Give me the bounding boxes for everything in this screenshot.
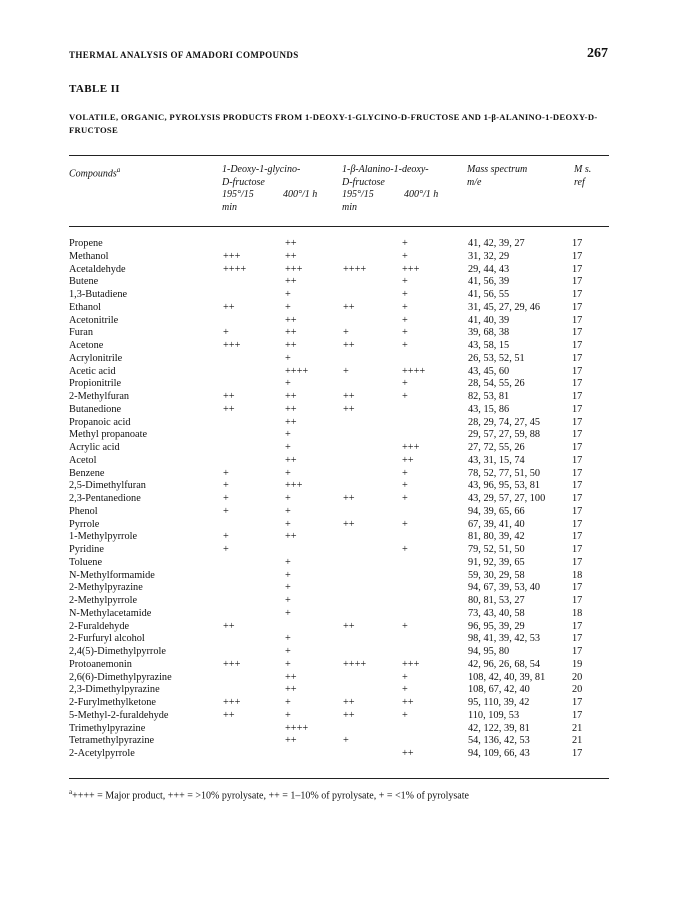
ms-ref: 17 xyxy=(572,416,583,428)
table-row xyxy=(69,251,614,264)
table-row xyxy=(69,672,614,685)
glycino-400-level: + xyxy=(285,467,291,479)
glycino-195-level: + xyxy=(223,544,229,555)
glycino-400-level: +++ xyxy=(285,263,303,275)
ms-ref: 17 xyxy=(572,327,583,339)
glycino-400-level: + xyxy=(285,607,291,619)
ms-ref: 17 xyxy=(572,391,583,402)
glycino-400-level: +++ xyxy=(285,480,303,492)
table-label: TABLE II xyxy=(69,83,120,95)
mass-spectrum-values: 43, 96, 95, 53, 81 xyxy=(468,480,541,492)
ms-ref: 17 xyxy=(572,365,583,377)
page-number: 267 xyxy=(587,46,608,61)
table-row xyxy=(69,595,614,608)
glycino-400-level: ++ xyxy=(285,403,297,415)
ms-ref: 17 xyxy=(572,556,583,568)
mass-spectrum-values: 78, 52, 77, 51, 50 xyxy=(468,467,541,479)
table-footnote: $^a$++++ = Major product, +++ = >10% pyrolysate, ++ = 1–10% of pyrolysate, + = <1% of pyrolysate xyxy=(69,788,469,802)
header-bottom-rule xyxy=(69,226,609,227)
alanino-400-level: +++ xyxy=(402,658,420,670)
compound-name: Acrylonitrile xyxy=(69,352,123,364)
glycino-400-level: + xyxy=(285,658,291,670)
compound-name: Furan xyxy=(69,327,94,339)
alanino-400-level: + xyxy=(402,684,408,696)
ms-ref: 17 xyxy=(572,633,583,645)
alanino-400-level: ++ xyxy=(402,454,414,466)
alanino-400-level: + xyxy=(402,518,408,530)
compound-name: Pyrrole xyxy=(69,518,100,530)
header-alanino-400: 400°/1 h xyxy=(404,189,439,200)
compound-name: Toluene xyxy=(69,556,103,568)
table-row xyxy=(69,327,614,340)
mass-spectrum-values: 73, 43, 40, 58 xyxy=(468,607,525,619)
glycino-195-level: +++ xyxy=(223,697,241,708)
ms-ref: 17 xyxy=(572,467,583,479)
glycino-195-level: ++ xyxy=(223,709,235,721)
compound-name: Propanoic acid xyxy=(69,416,131,428)
glycino-400-level: + xyxy=(285,289,291,300)
alanino-400-level: + xyxy=(402,250,408,262)
ms-ref: 17 xyxy=(572,263,583,275)
compound-name: 2-Methylfuran xyxy=(69,391,130,402)
ms-ref: 17 xyxy=(572,442,583,453)
ms-ref: 17 xyxy=(572,480,583,492)
mass-spectrum-values: 82, 53, 81 xyxy=(468,391,510,402)
compound-name: Butanedione xyxy=(69,403,122,415)
header-glycino: 1-Deoxy-1-glycino- D-fructose xyxy=(222,164,301,188)
glycino-400-level: ++ xyxy=(285,671,297,683)
mass-spectrum-values: 108, 67, 42, 40 xyxy=(468,684,530,696)
mass-spectrum-values: 108, 42, 40, 39, 81 xyxy=(468,671,546,683)
alanino-400-level: + xyxy=(402,276,408,288)
table-row xyxy=(69,570,614,583)
ms-ref: 19 xyxy=(572,658,583,670)
ms-ref: 17 xyxy=(572,238,583,249)
table-row xyxy=(69,353,614,366)
compound-name: 2-Methylpyrrole xyxy=(69,595,138,606)
mass-spectrum-values: 94, 67, 39, 53, 40 xyxy=(468,582,541,594)
compound-name: 5-Methyl-2-furaldehyde xyxy=(69,709,169,721)
mass-spectrum-values: 80, 81, 53, 27 xyxy=(468,595,525,606)
alanino-400-level: + xyxy=(402,544,408,555)
glycino-195-level: ++ xyxy=(223,391,235,402)
glycino-400-level: + xyxy=(285,493,291,504)
compound-name: Butene xyxy=(69,276,99,288)
table-row xyxy=(69,340,614,353)
table-row xyxy=(69,276,614,289)
alanino-400-level: + xyxy=(402,301,408,313)
header-ms-ref: M s. ref xyxy=(574,164,592,188)
compound-name: Phenol xyxy=(69,505,98,517)
glycino-400-level: ++ xyxy=(285,416,297,428)
glycino-400-level: ++++ xyxy=(285,722,309,734)
glycino-400-level: + xyxy=(285,442,291,453)
compound-name: 2-Furylmethylketone xyxy=(69,697,156,708)
compound-name: Pyridine xyxy=(69,544,104,555)
header-compounds: Compounds$^a$ xyxy=(69,166,121,180)
glycino-195-level: + xyxy=(223,480,229,492)
table-row xyxy=(69,480,614,493)
ms-ref: 17 xyxy=(572,518,583,530)
alanino-400-level: + xyxy=(402,480,408,492)
alanino-195-level: ++ xyxy=(343,620,355,632)
mass-spectrum-values: 54, 136, 42, 53 xyxy=(468,735,530,747)
glycino-195-level: + xyxy=(223,531,229,543)
mass-spectrum-values: 96, 95, 39, 29 xyxy=(468,620,525,632)
glycino-195-level: ++++ xyxy=(223,263,247,275)
compound-name: Acetaldehyde xyxy=(69,263,126,275)
ms-ref: 17 xyxy=(572,403,583,415)
mass-spectrum-values: 98, 41, 39, 42, 53 xyxy=(468,633,541,645)
mass-spectrum-values: 95, 110, 39, 42 xyxy=(468,697,530,708)
table-row xyxy=(69,582,614,595)
glycino-400-level: ++ xyxy=(285,238,297,249)
ms-ref: 21 xyxy=(572,722,583,734)
glycino-400-level: ++ xyxy=(285,250,297,262)
mass-spectrum-values: 39, 68, 38 xyxy=(468,327,510,339)
table-row xyxy=(69,442,614,455)
ms-ref: 17 xyxy=(572,340,583,351)
alanino-400-level: +++ xyxy=(402,263,420,275)
header-mass-spectrum: Mass spectrum m/e xyxy=(467,164,528,188)
glycino-400-level: ++ xyxy=(285,531,297,543)
table-row xyxy=(69,735,614,748)
table-row xyxy=(69,646,614,659)
glycino-400-level: ++ xyxy=(285,327,297,339)
mass-spectrum-values: 79, 52, 51, 50 xyxy=(468,544,525,555)
table-title: VOLATILE, ORGANIC, PYROLYSIS PRODUCTS FROM 1-DEOXY-1-GLYCINO-D-FRUCTOSE AND 1-β-ALANINO-1-DEOXY-D-FRUCTOSE xyxy=(69,112,598,135)
glycino-400-level: ++ xyxy=(285,454,297,466)
alanino-400-level: + xyxy=(402,709,408,721)
mass-spectrum-values: 81, 80, 39, 42 xyxy=(468,531,525,543)
table-body xyxy=(69,238,614,761)
alanino-400-level: + xyxy=(402,671,408,683)
table-row xyxy=(69,238,614,251)
table-row xyxy=(69,697,614,710)
table-row xyxy=(69,531,614,544)
table-row xyxy=(69,723,614,736)
compound-name: Benzene xyxy=(69,467,105,479)
compound-name: 2,3-Pentanedione xyxy=(69,493,141,504)
compound-name: 1,3-Butadiene xyxy=(69,289,128,300)
mass-spectrum-values: 94, 39, 65, 66 xyxy=(468,505,525,517)
alanino-400-level: + xyxy=(402,340,408,351)
header-glycino-195: 195°/15 min xyxy=(222,189,254,213)
compound-name: 2,5-Dimethylfuran xyxy=(69,480,146,492)
alanino-400-level: + xyxy=(402,289,408,300)
alanino-195-level: + xyxy=(343,365,349,377)
glycino-195-level: ++ xyxy=(223,620,235,632)
mass-spectrum-values: 29, 57, 27, 59, 88 xyxy=(468,429,541,441)
compound-name: 2,6(6)-Dimethylpyrazine xyxy=(69,671,172,683)
compound-name: Methyl propanoate xyxy=(69,429,148,441)
compound-name: Trimethylpyrazine xyxy=(69,722,146,734)
mass-spectrum-values: 26, 53, 52, 51 xyxy=(468,352,525,364)
table-row xyxy=(69,315,614,328)
alanino-195-level: ++++ xyxy=(343,263,367,275)
compound-name: 2,4(5)-Dimethylpyrrole xyxy=(69,646,166,657)
table-row xyxy=(69,404,614,417)
ms-ref: 17 xyxy=(572,276,583,288)
mass-spectrum-values: 28, 54, 55, 26 xyxy=(468,378,525,390)
compound-name: N-Methylformamide xyxy=(69,569,155,581)
mass-spectrum-values: 31, 32, 29 xyxy=(468,250,510,262)
mass-spectrum-values: 41, 42, 39, 27 xyxy=(468,238,525,249)
mass-spectrum-values: 43, 29, 57, 27, 100 xyxy=(468,493,546,504)
compound-name: Tetramethylpyrazine xyxy=(69,735,155,747)
glycino-195-level: + xyxy=(223,327,229,339)
ms-ref: 17 xyxy=(572,544,583,555)
alanino-195-level: ++ xyxy=(343,709,355,721)
alanino-400-level: + xyxy=(402,314,408,326)
compound-name: Acetone xyxy=(69,340,104,351)
compound-name: Methanol xyxy=(69,250,109,262)
glycino-195-level: + xyxy=(223,505,229,517)
table-row xyxy=(69,302,614,315)
glycino-195-level: + xyxy=(223,493,229,504)
alanino-400-level: + xyxy=(402,378,408,390)
ms-ref: 17 xyxy=(572,493,583,504)
mass-spectrum-values: 43, 15, 86 xyxy=(468,403,510,415)
mass-spectrum-values: 59, 30, 29, 58 xyxy=(468,569,525,581)
glycino-400-level: ++ xyxy=(285,340,297,351)
compound-name: Propene xyxy=(69,238,103,249)
alanino-195-level: ++ xyxy=(343,493,355,504)
mass-spectrum-values: 28, 29, 74, 27, 45 xyxy=(468,416,541,428)
alanino-400-level: +++ xyxy=(402,442,420,453)
ms-ref: 17 xyxy=(572,646,583,657)
ms-ref: 17 xyxy=(572,620,583,632)
table-bottom-rule xyxy=(69,778,609,779)
mass-spectrum-values: 42, 122, 39, 81 xyxy=(468,722,530,734)
ms-ref: 17 xyxy=(572,697,583,708)
glycino-400-level: + xyxy=(285,352,291,364)
glycino-400-level: + xyxy=(285,582,291,594)
alanino-400-level: + xyxy=(402,327,408,339)
table-row xyxy=(69,289,614,302)
compound-name: 2-Methylpyrazine xyxy=(69,582,143,594)
alanino-400-level: + xyxy=(402,493,408,504)
header-glycino-400: 400°/1 h xyxy=(283,189,318,200)
table-row xyxy=(69,544,614,557)
table-row xyxy=(69,621,614,634)
table-row xyxy=(69,557,614,570)
glycino-195-level: +++ xyxy=(223,658,241,670)
mass-spectrum-values: 110, 109, 53 xyxy=(468,709,520,721)
alanino-400-level: + xyxy=(402,238,408,249)
alanino-400-level: + xyxy=(402,620,408,632)
mass-spectrum-values: 43, 31, 15, 74 xyxy=(468,454,525,466)
ms-ref: 17 xyxy=(572,505,583,517)
glycino-400-level: ++ xyxy=(285,684,297,696)
compound-name: 2-Furfuryl alcohol xyxy=(69,633,145,645)
table-row xyxy=(69,417,614,430)
mass-spectrum-values: 91, 92, 39, 65 xyxy=(468,556,525,568)
mass-spectrum-values: 41, 40, 39 xyxy=(468,314,510,326)
glycino-400-level: + xyxy=(285,633,291,645)
compound-name: 2-Acetylpyrrole xyxy=(69,748,135,759)
mass-spectrum-values: 43, 58, 15 xyxy=(468,340,510,351)
glycino-400-level: ++++ xyxy=(285,365,309,377)
glycino-400-level: ++ xyxy=(285,276,297,288)
glycino-400-level: + xyxy=(285,378,291,390)
alanino-195-level: ++ xyxy=(343,391,355,402)
mass-spectrum-values: 43, 45, 60 xyxy=(468,365,510,377)
compound-name: Acetonitrile xyxy=(69,314,119,326)
ms-ref: 21 xyxy=(572,735,583,747)
table-row xyxy=(69,748,614,761)
compound-name: 1-Methylpyrrole xyxy=(69,531,138,543)
glycino-195-level: ++ xyxy=(223,301,235,313)
alanino-400-level: + xyxy=(402,467,408,479)
ms-ref: 17 xyxy=(572,250,583,262)
mass-spectrum-values: 94, 95, 80 xyxy=(468,646,510,657)
table-row xyxy=(69,366,614,379)
table-row xyxy=(69,378,614,391)
alanino-195-level: ++ xyxy=(343,697,355,708)
ms-ref: 17 xyxy=(572,709,583,721)
glycino-400-level: + xyxy=(285,518,291,530)
mass-spectrum-values: 42, 96, 26, 68, 54 xyxy=(468,658,541,670)
alanino-195-level: ++++ xyxy=(343,658,367,670)
alanino-195-level: ++ xyxy=(343,518,355,530)
compound-name: Ethanol xyxy=(69,301,102,313)
table-row xyxy=(69,468,614,481)
ms-ref: 17 xyxy=(572,429,583,441)
mass-spectrum-values: 27, 72, 55, 26 xyxy=(468,442,525,453)
alanino-400-level: + xyxy=(402,391,408,402)
table-row xyxy=(69,455,614,468)
glycino-400-level: + xyxy=(285,595,291,606)
glycino-195-level: + xyxy=(223,467,229,479)
header-alanino: 1-β-Alanino-1-deoxy- D-fructose xyxy=(342,164,429,188)
ms-ref: 20 xyxy=(572,684,583,696)
table-row xyxy=(69,519,614,532)
compound-name: Acetol xyxy=(69,454,97,466)
compound-name: Acetic acid xyxy=(69,365,116,377)
table-row xyxy=(69,493,614,506)
compound-name: N-Methylacetamide xyxy=(69,607,152,619)
table-row xyxy=(69,608,614,621)
alanino-195-level: ++ xyxy=(343,340,355,351)
glycino-400-level: + xyxy=(285,697,291,708)
running-head: THERMAL ANALYSIS OF AMADORI COMPOUNDS xyxy=(69,50,299,60)
compound-name: Acrylic acid xyxy=(69,442,120,453)
ms-ref: 17 xyxy=(572,352,583,364)
glycino-400-level: + xyxy=(285,429,291,441)
ms-ref: 17 xyxy=(572,582,583,594)
ms-ref: 17 xyxy=(572,301,583,313)
glycino-400-level: ++ xyxy=(285,391,297,402)
glycino-400-level: + xyxy=(285,646,291,657)
table-row xyxy=(69,391,614,404)
alanino-195-level: + xyxy=(343,735,349,747)
table-row xyxy=(69,633,614,646)
compound-name: 2-Furaldehyde xyxy=(69,620,130,632)
compound-name: Protoanemonin xyxy=(69,658,132,670)
ms-ref: 17 xyxy=(572,748,583,759)
ms-ref: 17 xyxy=(572,289,583,300)
ms-ref: 18 xyxy=(572,569,583,581)
compound-name: 2,3-Dimethylpyrazine xyxy=(69,684,160,696)
glycino-195-level: +++ xyxy=(223,340,241,351)
alanino-195-level: ++ xyxy=(343,301,355,313)
mass-spectrum-values: 31, 45, 27, 29, 46 xyxy=(468,301,541,313)
mass-spectrum-values: 67, 39, 41, 40 xyxy=(468,518,525,530)
table-row xyxy=(69,429,614,442)
glycino-400-level: + xyxy=(285,505,291,517)
glycino-195-level: +++ xyxy=(223,250,241,262)
alanino-400-level: ++++ xyxy=(402,365,426,377)
alanino-400-level: ++ xyxy=(402,697,414,708)
mass-spectrum-values: 41, 56, 55 xyxy=(468,289,510,300)
table-row xyxy=(69,264,614,277)
table-row xyxy=(69,710,614,723)
glycino-400-level: + xyxy=(285,709,291,721)
table-row xyxy=(69,659,614,672)
compound-name: Propionitrile xyxy=(69,378,122,390)
glycino-400-level: + xyxy=(285,556,291,568)
glycino-400-level: ++ xyxy=(285,314,297,326)
ms-ref: 20 xyxy=(572,671,583,683)
ms-ref: 17 xyxy=(572,314,583,326)
alanino-195-level: ++ xyxy=(343,403,355,415)
table-row xyxy=(69,506,614,519)
ms-ref: 17 xyxy=(572,531,583,543)
ms-ref: 18 xyxy=(572,607,583,619)
table-top-rule xyxy=(69,155,609,156)
mass-spectrum-values: 29, 44, 43 xyxy=(468,263,510,275)
mass-spectrum-values: 41, 56, 39 xyxy=(468,276,510,288)
ms-ref: 17 xyxy=(572,595,583,606)
glycino-400-level: + xyxy=(285,301,291,313)
table-row xyxy=(69,684,614,697)
ms-ref: 17 xyxy=(572,378,583,390)
glycino-400-level: ++ xyxy=(285,735,297,747)
mass-spectrum-values: 94, 109, 66, 43 xyxy=(468,748,530,759)
ms-ref: 17 xyxy=(572,454,583,466)
header-alanino-195: 195°/15 min xyxy=(342,189,374,213)
alanino-195-level: + xyxy=(343,327,349,339)
glycino-400-level: + xyxy=(285,569,291,581)
glycino-195-level: ++ xyxy=(223,403,235,415)
alanino-400-level: ++ xyxy=(402,748,414,759)
